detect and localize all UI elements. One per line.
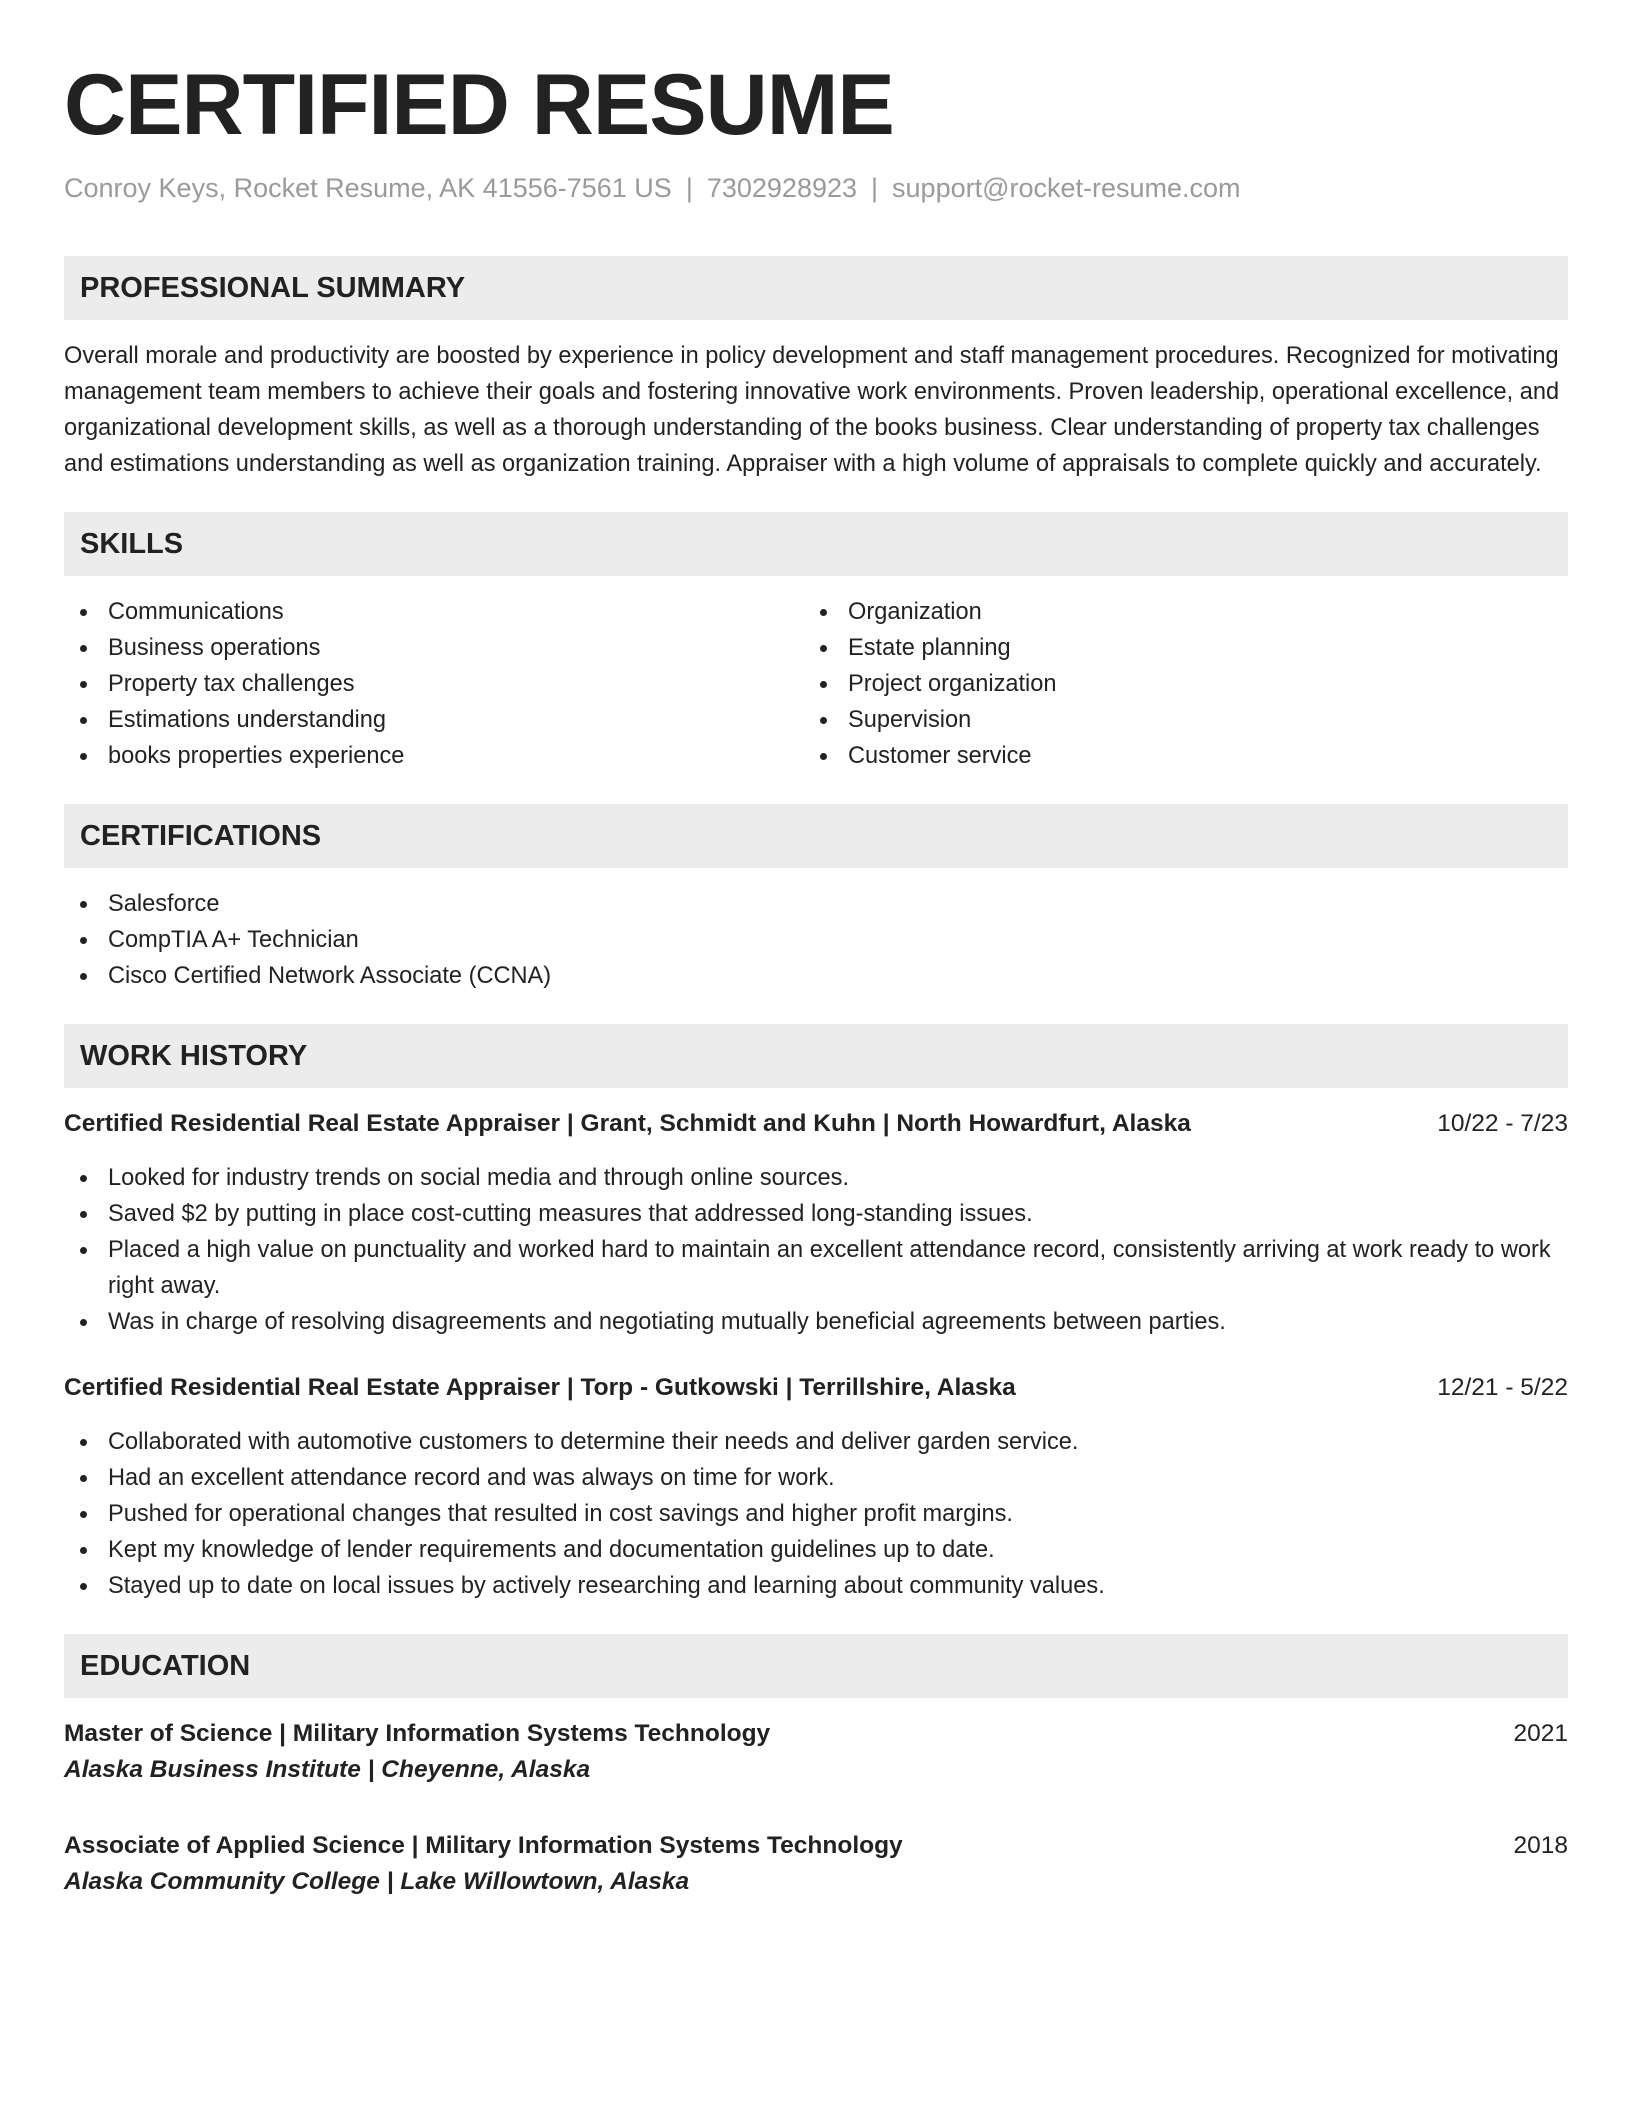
job-bullet: Stayed up to date on local issues by actively researching and learning about community values.	[64, 1568, 1568, 1604]
skill-item: books properties experience	[64, 738, 804, 774]
job-bullets	[64, 1160, 1568, 1340]
education-school: Alaska Business Institute | Cheyenne, Alaska	[64, 1756, 591, 1784]
job-bullet: Saved $2 by putting in place cost-cutting measures that addressed long-standing issues.	[64, 1196, 1568, 1232]
skills-grid	[64, 594, 1568, 774]
education-year: 2021	[1513, 1720, 1568, 1748]
education-school: Alaska Community College | Lake Willowtown, Alaska	[64, 1868, 690, 1896]
skill-item: Property tax challenges	[64, 666, 804, 702]
skill-item: Project organization	[804, 666, 1568, 702]
job-bullet: Was in charge of resolving disagreements and negotiating mutually beneficial agreements between parties.	[64, 1304, 1568, 1340]
skill-item: Estate planning	[804, 630, 1568, 666]
education-entry	[64, 1716, 1568, 1788]
contact-separator: |	[871, 173, 879, 203]
skill-item: Supervision	[804, 702, 1568, 738]
skill-item: Business operations	[64, 630, 804, 666]
skill-item: Communications	[64, 594, 804, 630]
section-header-certifications: CERTIFICATIONS	[64, 804, 1568, 868]
section-header-summary: PROFESSIONAL SUMMARY	[64, 256, 1568, 320]
contact-separator: |	[685, 173, 693, 203]
contact-phone: 7302928923	[706, 173, 858, 203]
contact-email: support@rocket-resume.com	[892, 173, 1241, 203]
job-header	[64, 1370, 1568, 1406]
job-entry	[64, 1106, 1568, 1340]
contact-address: Conroy Keys, Rocket Resume, AK 41556-7561 US	[64, 173, 672, 203]
section-header-skills: SKILLS	[64, 512, 1568, 576]
certification-item: Salesforce	[64, 886, 1568, 922]
job-entry	[64, 1370, 1568, 1604]
certification-item: Cisco Certified Network Associate (CCNA)	[64, 958, 1568, 994]
job-dates: 10/22 - 7/23	[1437, 1110, 1568, 1138]
resume-title: CERTIFIED RESUME	[64, 57, 894, 153]
job-dates: 12/21 - 5/22	[1437, 1374, 1568, 1402]
job-bullet: Collaborated with automotive customers to determine their needs and deliver garden service.	[64, 1424, 1568, 1460]
skills-list-left	[64, 594, 804, 774]
summary-text: Overall morale and productivity are boosted by experience in policy development and staff management procedures. Recognized for motivating management team members to achieve their goals and fostering innovative work environments. Proven leadership, operational excellence, and organizational development skills, as well as a thorough understanding of the books business. Clear understanding of property tax challenges and estimations understanding as well as organization training. Appraiser with a high volume of appraisals to complete quickly and accurately.	[64, 343, 1560, 478]
education-entry	[64, 1828, 1568, 1900]
job-title: Certified Residential Real Estate Appraiser | Torp - Gutkowski | Terrillshire, Alaska	[64, 1374, 1016, 1402]
skill-item: Customer service	[804, 738, 1568, 774]
section-header-education: EDUCATION	[64, 1634, 1568, 1698]
job-bullet: Had an excellent attendance record and was always on time for work.	[64, 1460, 1568, 1496]
job-bullet: Kept my knowledge of lender requirements and documentation guidelines up to date.	[64, 1532, 1568, 1568]
certification-item: CompTIA A+ Technician	[64, 922, 1568, 958]
job-header	[64, 1106, 1568, 1142]
education-degree: Associate of Applied Science | Military Information Systems Technology	[64, 1832, 903, 1860]
skills-list-right	[804, 594, 1568, 774]
education-header	[64, 1716, 1568, 1752]
education-degree: Master of Science | Military Information Systems Technology	[64, 1720, 771, 1748]
section-header-work-history: WORK HISTORY	[64, 1024, 1568, 1088]
job-bullet: Pushed for operational changes that resulted in cost savings and higher profit margins.	[64, 1496, 1568, 1532]
education-year: 2018	[1513, 1832, 1568, 1860]
job-bullets	[64, 1424, 1568, 1604]
job-bullet: Placed a high value on punctuality and worked hard to maintain an excellent attendance record, consistently arriving at work ready to work right away.	[64, 1232, 1568, 1304]
education-header	[64, 1828, 1568, 1864]
skill-item: Organization	[804, 594, 1568, 630]
job-title: Certified Residential Real Estate Appraiser | Grant, Schmidt and Kuhn | North Howardfurt, Alaska	[64, 1110, 1191, 1138]
contact-line	[64, 172, 1568, 204]
skill-item: Estimations understanding	[64, 702, 804, 738]
job-bullet: Looked for industry trends on social media and through online sources.	[64, 1160, 1568, 1196]
certifications-list	[64, 886, 1568, 994]
